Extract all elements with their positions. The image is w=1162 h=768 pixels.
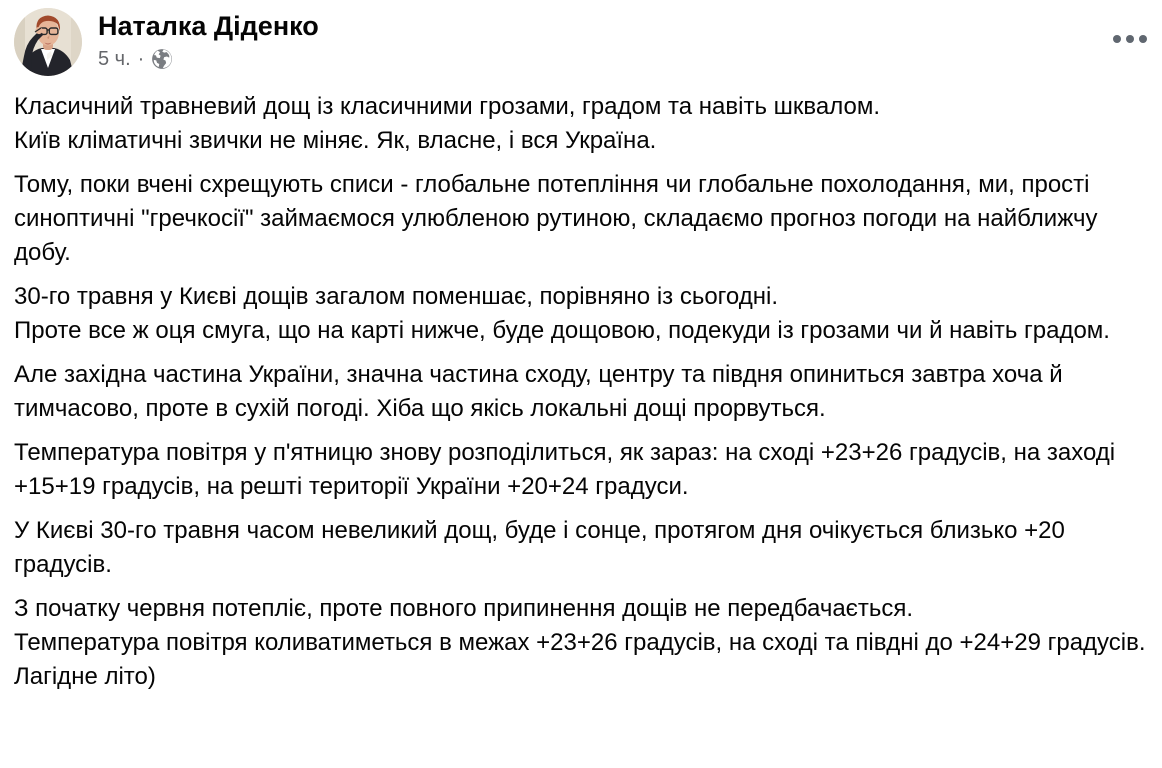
post-meta [98, 48, 319, 70]
post-paragraph: З початку червня потепліє, проте повного припинення дощів не передбачається. Температура повітря коливатиметься в межах +23+26 градусів, на сході та півдні до +24+29 градусів. Лагідне літо) [14, 595, 1146, 690]
post-paragraph: Але західна частина України, значна частина сходу, центру та півдня опиниться завтра хоча й тимчасово, проте в сухій погоді. Хіба що якісь локальні дощі прорвуться. [14, 361, 1063, 422]
ellipsis-icon [1113, 35, 1121, 43]
ellipsis-icon [1126, 35, 1134, 43]
author-name[interactable]: Наталка Діденко [98, 11, 319, 41]
post-paragraph: У Києві 30-го травня часом невеликий дощ, буде і сонце, протягом дня очікується близько +20 градусів. [14, 517, 1065, 578]
post-options-button[interactable] [1107, 29, 1153, 49]
post-paragraph: Температура повітря у п'ятницю знову розподілиться, як зараз: на сході +23+26 градусів, на заході +15+19 градусів, на решті території України +20+24 градуси. [14, 439, 1116, 500]
profile-photo-icon [14, 8, 82, 76]
timestamp[interactable]: 5 ч. [98, 48, 131, 71]
post-paragraph: Тому, поки вчені схрещують списи - глобальне потепління чи глобальне похолодання, ми, прості синоптичні "гречкосії" займаємося улюбленою рутиною, складаємо прогноз погоди на найближчу добу. [14, 171, 1098, 266]
avatar[interactable] [14, 8, 82, 76]
post-paragraph: Класичний травневий дощ із класичними грозами, градом та навіть шквалом. Київ кліматичні звички не міняє. Як, власне, і вся Україна. [14, 93, 880, 154]
ellipsis-icon [1139, 35, 1147, 43]
post-header-info [98, 8, 319, 70]
post-header [14, 0, 1148, 76]
post-text [14, 90, 1148, 694]
meta-separator: · [137, 48, 145, 71]
globe-icon [151, 48, 173, 70]
post-paragraph: 30-го травня у Києві дощів загалом поменшає, порівняно із сьогодні. Проте все ж оця смуга, що на карті нижче, буде дощовою, подекуди із грозами чи й навіть градом. [14, 283, 1110, 344]
